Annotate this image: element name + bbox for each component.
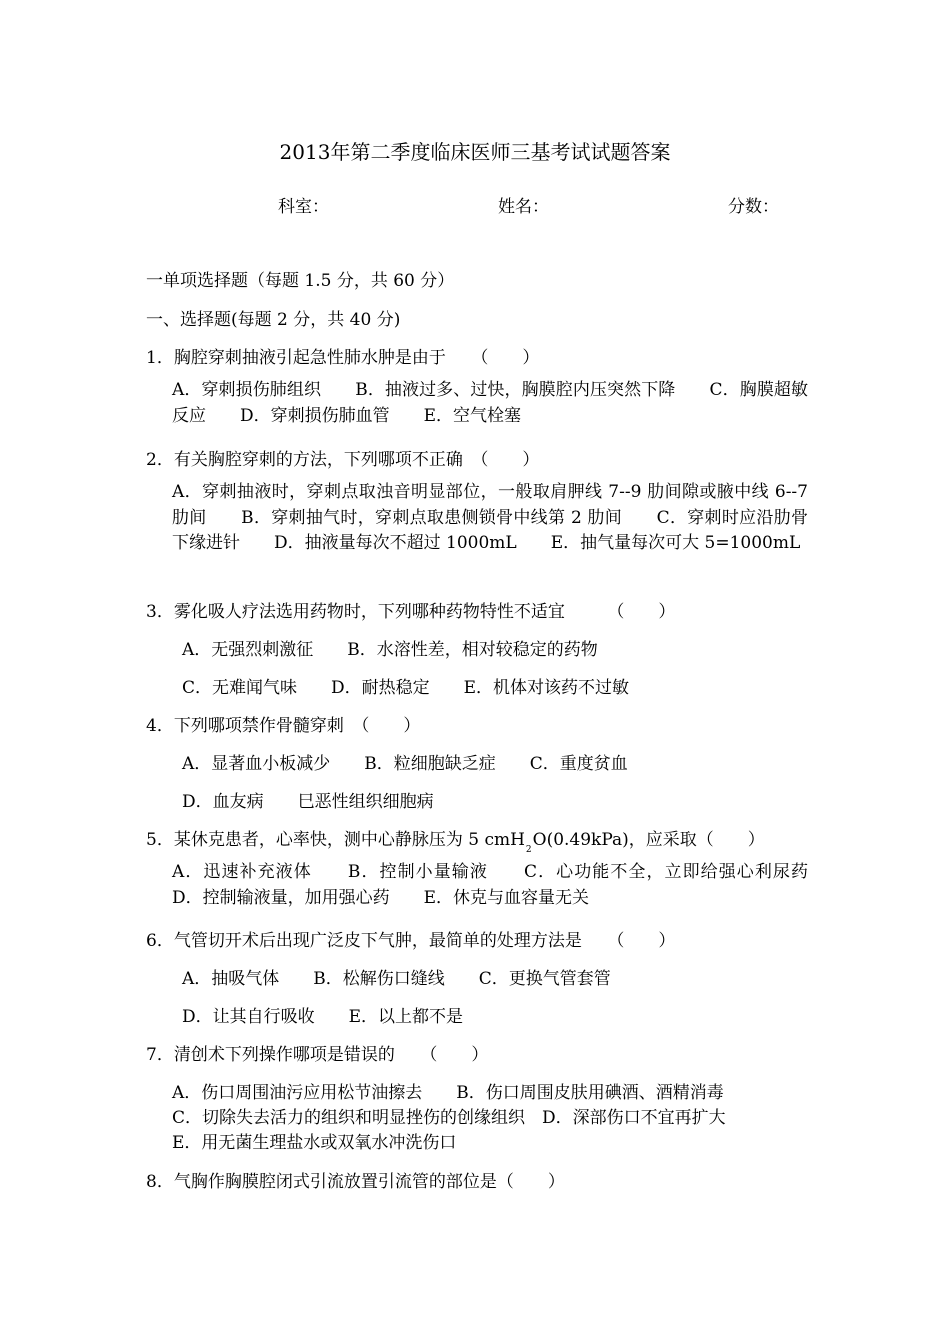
question-7-options-line-2: C．切除失去活力的组织和明显挫伤的创缘组织 D．深部伤口不宜再扩大 [172,1108,726,1128]
question-1-stem: 1．胸腔穿刺抽液引起急性肺水肿是由于 （ ） [146,348,540,368]
question-6-options-line-2: D．让其自行吸收 E．以上都不是 [182,1007,464,1027]
question-3-options-line-2: C．无难闻气味 D．耐热稳定 E．机体对该药不过敏 [182,678,630,698]
question-4-options-line-2: D．血友病 巳恶性组织细胞病 [182,792,434,812]
section-heading-choice: 一、选择题(每题 2 分，共 40 分) [146,310,401,330]
question-5-stem [146,825,765,855]
question-3-stem: 3．雾化吸人疗法选用药物时，下列哪种药物特性不适宜 （ ） [146,602,676,622]
question-8-stem: 8．气胸作胸膜腔闭式引流放置引流管的部位是（ ） [146,1172,565,1192]
question-6-options-line-1: A．抽吸气体 B．松解伤口缝线 C．更换气管套管 [182,969,611,989]
question-2-options: A．穿刺抽液时，穿刺点取浊音明显部位，一般取肩胛线 7--9 肋间隙或腋中线 6--7 肋间 B．穿刺抽气时，穿刺点取患侧锁骨中线第 2 肋间 C．穿刺时应沿肋骨下缘进针 D．抽液量每次不超过 1000mL E．抽气量每次可大 5=1000mL [172,482,808,553]
question-5-subscript: 2 [525,845,532,855]
page-title: 2013年第二季度临床医师三基考试试题答案 [279,140,671,164]
question-2-stem: 2．有关胸腔穿刺的方法，下列哪项不正确 （ ） [146,450,540,470]
question-5-stem-part-2: O(0.49kPa)，应采取（ ） [532,830,765,850]
question-5-options: A．迅速补充液体 B．控制小量输液 C．心功能不全，立即给强心利尿药 D．控制输液量，加用强心药 E．休克与血容量无关 [172,862,842,908]
dept-label: 科室： [278,197,329,217]
question-7-options-line-3: E．用无菌生理盐水或双氧水冲洗伤口 [172,1133,457,1153]
section-heading-single-choice: 一单项选择题（每题 1.5 分，共 60 分） [146,271,455,291]
score-label: 分数： [728,197,779,217]
question-4-stem: 4．下列哪项禁作骨髓穿刺 （ ） [146,716,421,736]
question-6-stem: 6．气管切开术后出现广泛皮下气肿，最简单的处理方法是 （ ） [146,931,676,951]
question-1-options: A．穿刺损伤肺组织 B．抽液过多、过快，胸膜腔内压突然下降 C．胸膜超敏反应 D．穿刺损伤肺血管 E．空气栓塞 [172,380,808,426]
question-3-options-line-1: A．无强烈刺激征 B．水溶性差，相对较稳定的药物 [182,640,598,660]
name-label: 姓名： [498,197,549,217]
question-4-options-line-1: A．显著血小板减少 B．粒细胞缺乏症 C．重度贫血 [182,754,628,774]
question-7-options-line-1: A．伤口周围油污应用松节油擦去 B．伤口周围皮肤用碘酒、酒精消毒 [172,1083,724,1103]
question-7-stem: 7．清创术下列操作哪项是错误的 （ ） [146,1045,489,1065]
question-5-stem-part-1: 5．某休克患者，心率快，测中心静脉压为 5 cmH [146,830,525,850]
